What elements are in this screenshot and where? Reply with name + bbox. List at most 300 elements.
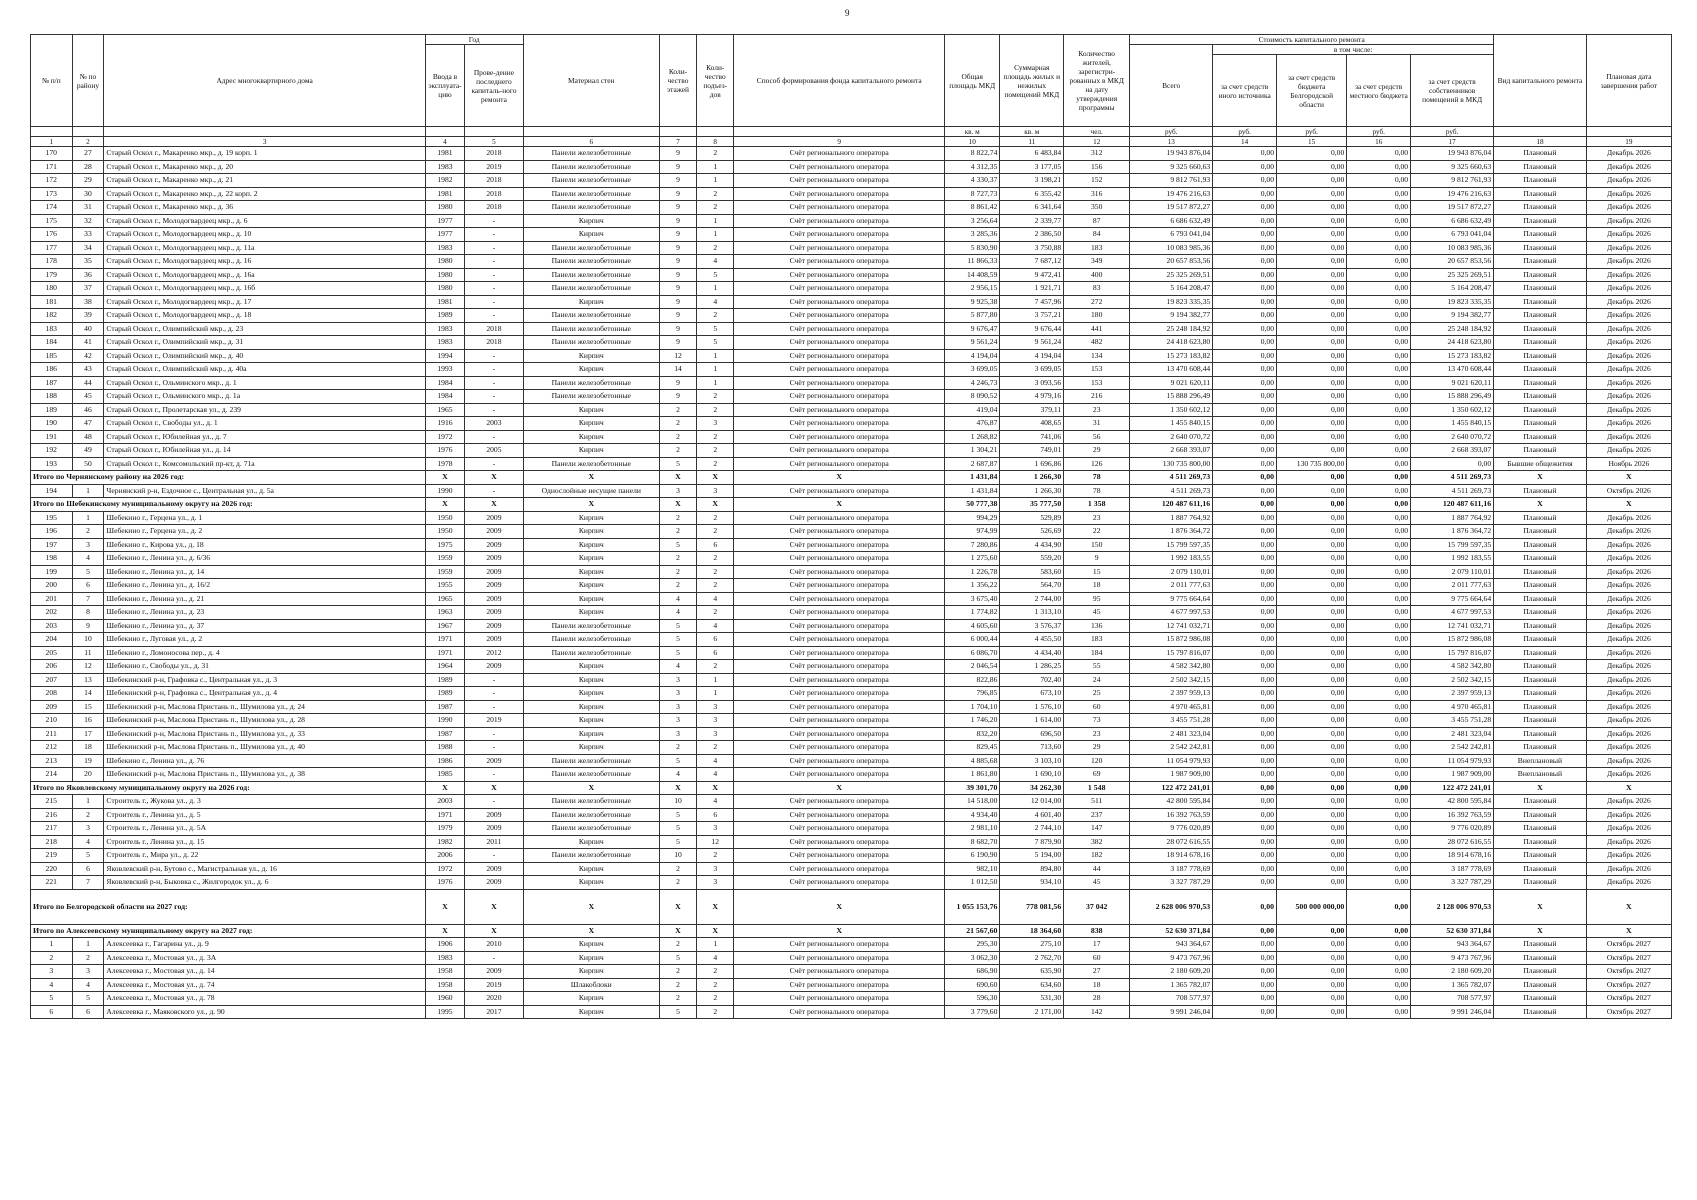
table-cell: Яковлевский р-н, Быковка с., Жилгородок ул., д. 6 [104, 876, 425, 890]
table-cell: 4 979,16 [1000, 390, 1064, 404]
table-cell: 40 [72, 322, 104, 336]
subtotal-cell: 0,00 [1277, 924, 1347, 938]
table-cell: 3 [659, 687, 696, 701]
table-cell: Декабрь 2026 [1586, 430, 1671, 444]
table-cell: Алексеевка г., Мостовая ул., д. 3А [104, 951, 425, 965]
table-cell: Плановый [1494, 174, 1587, 188]
table-cell: Плановый [1494, 430, 1587, 444]
table-cell: 12 741 032,71 [1411, 619, 1494, 633]
table-cell: 11 [72, 646, 104, 660]
table-cell: Кирпич [523, 835, 659, 849]
table-cell: 24 418 623,80 [1130, 336, 1213, 350]
table-cell: 9 [659, 295, 696, 309]
table-cell: 3 699,05 [945, 363, 1000, 377]
table-cell: 0,00 [1213, 660, 1277, 674]
table-cell: 1958 [425, 965, 464, 979]
table-cell: 24 418 623,80 [1411, 336, 1494, 350]
table-row [31, 992, 1672, 1006]
table-cell: 400 [1064, 268, 1130, 282]
table-cell: 14 [72, 687, 104, 701]
table-cell: 0,00 [1213, 201, 1277, 215]
table-cell: 2009 [465, 822, 524, 836]
header-address: Адрес многоквартирного дома [104, 35, 425, 127]
table-cell: 1981 [425, 147, 464, 161]
table-cell: Плановый [1494, 876, 1587, 890]
table-row [31, 849, 1672, 863]
subtotal-label: Итого по Яковлевскому муниципальному округу на 2026 год: [31, 781, 426, 795]
table-cell: 23 [1064, 511, 1130, 525]
subtotal-cell: 2 128 006 970,53 [1411, 889, 1494, 924]
table-cell: 2018 [465, 147, 524, 161]
table-cell: 796,85 [945, 687, 1000, 701]
table-cell: 1 304,21 [945, 444, 1000, 458]
table-cell: 5 [659, 646, 696, 660]
table-cell: 2 502 342,15 [1130, 673, 1213, 687]
table-cell: 6 [31, 1005, 73, 1019]
table-cell: 12 741 032,71 [1130, 619, 1213, 633]
subtotal-cell: 0,00 [1213, 889, 1277, 924]
table-cell: 2 [697, 457, 734, 471]
table-cell: 2 [659, 430, 696, 444]
table-cell: 0,00 [1277, 754, 1347, 768]
table-row [31, 579, 1672, 593]
table-cell: Старый Оскол г., Молодогвардеец мкр., д. 6 [104, 214, 425, 228]
table-cell: 0,00 [1277, 673, 1347, 687]
subtotal-cell: X [697, 924, 734, 938]
table-cell: 0,00 [1213, 565, 1277, 579]
table-cell: Счёт регионального оператора [734, 795, 945, 809]
table-cell: 0,00 [1213, 241, 1277, 255]
table-cell: 1983 [425, 336, 464, 350]
table-cell: 3 [72, 822, 104, 836]
table-cell: 196 [31, 525, 73, 539]
table-cell: 9 676,47 [945, 322, 1000, 336]
table-cell: 2 [697, 430, 734, 444]
header-floors: Коли-чество этажей [659, 35, 696, 127]
table-cell: 596,30 [945, 992, 1000, 1006]
table-cell: Декабрь 2026 [1586, 835, 1671, 849]
table-cell: Счёт регионального оператора [734, 160, 945, 174]
table-cell: 0,00 [1213, 579, 1277, 593]
table-cell: 0,00 [1347, 511, 1411, 525]
table-cell: 2018 [465, 174, 524, 188]
table-cell: Декабрь 2026 [1586, 714, 1671, 728]
table-cell: 237 [1064, 808, 1130, 822]
table-cell: Счёт регионального оператора [734, 808, 945, 822]
table-cell: 1 365 782,07 [1411, 978, 1494, 992]
table-cell: 2009 [465, 606, 524, 620]
table-cell: Октябрь 2027 [1586, 965, 1671, 979]
table-row [31, 295, 1672, 309]
subtotal-cell: 0,00 [1347, 471, 1411, 485]
subtotal-row [31, 498, 1672, 512]
table-cell: Плановый [1494, 727, 1587, 741]
table-cell: 15 797 816,07 [1130, 646, 1213, 660]
table-cell: 1982 [425, 174, 464, 188]
table-cell: Плановый [1494, 201, 1587, 215]
table-row [31, 552, 1672, 566]
subtotal-cell: X [1586, 889, 1671, 924]
table-cell: 8 090,52 [945, 390, 1000, 404]
table-cell: 4 [697, 255, 734, 269]
table-cell: 894,80 [1000, 862, 1064, 876]
table-cell: 2 397 959,13 [1130, 687, 1213, 701]
table-cell: 213 [31, 754, 73, 768]
table-cell: 6 [697, 646, 734, 660]
table-cell: Счёт регионального оператора [734, 768, 945, 782]
table-cell: 0,00 [1277, 309, 1347, 323]
table-cell: 5 [659, 808, 696, 822]
table-cell: Строитель г., Ленина ул., д. 15 [104, 835, 425, 849]
table-cell: 5 [659, 538, 696, 552]
table-cell: 934,10 [1000, 876, 1064, 890]
table-cell: 2 [697, 309, 734, 323]
table-cell: 9 [659, 214, 696, 228]
table-cell: 974,99 [945, 525, 1000, 539]
table-cell: 153 [1064, 376, 1130, 390]
unit-cell [72, 127, 104, 137]
table-cell: 3 [659, 714, 696, 728]
table-cell: 3 [72, 965, 104, 979]
table-cell: Плановый [1494, 295, 1587, 309]
table-cell: 42 800 595,84 [1411, 795, 1494, 809]
table-cell: Внеплановый [1494, 754, 1587, 768]
table-cell: 19 943 876,04 [1130, 147, 1213, 161]
header-n-district: № по району [72, 35, 104, 127]
subtotal-cell: X [659, 924, 696, 938]
table-cell: 0,00 [1347, 646, 1411, 660]
table-cell: 11 866,33 [945, 255, 1000, 269]
table-cell: 0,00 [1347, 322, 1411, 336]
table-cell: 1980 [425, 201, 464, 215]
table-cell: Плановый [1494, 835, 1587, 849]
table-cell: 15 273 183,82 [1130, 349, 1213, 363]
table-cell: 4 [72, 835, 104, 849]
table-cell: Кирпич [523, 700, 659, 714]
table-cell: 25 [1064, 687, 1130, 701]
table-cell: 13 [72, 673, 104, 687]
table-cell: 5 [659, 1005, 696, 1019]
table-cell: Кирпич [523, 938, 659, 952]
table-cell: 1 774,82 [945, 606, 1000, 620]
table-cell: 12 [697, 835, 734, 849]
table-cell: 2 640 070,72 [1130, 430, 1213, 444]
table-cell: 183 [31, 322, 73, 336]
table-cell: 0,00 [1213, 862, 1277, 876]
table-cell: - [465, 700, 524, 714]
table-cell: Шебекино г., Ленина ул., д. 76 [104, 754, 425, 768]
table-cell: 3 [697, 876, 734, 890]
table-cell: - [465, 484, 524, 498]
table-cell: 19 823 335,35 [1130, 295, 1213, 309]
table-cell: 1 876 364,72 [1411, 525, 1494, 539]
table-cell: 9 [659, 147, 696, 161]
table-cell: 0,00 [1213, 965, 1277, 979]
table-cell: 2009 [465, 876, 524, 890]
table-cell: 3 [697, 862, 734, 876]
table-cell: Декабрь 2026 [1586, 633, 1671, 647]
table-cell: 1 861,80 [945, 768, 1000, 782]
table-cell: 0,00 [1213, 174, 1277, 188]
table-cell: Декабрь 2026 [1586, 795, 1671, 809]
subtotal-cell: 0,00 [1277, 471, 1347, 485]
table-cell: 1983 [425, 160, 464, 174]
table-cell: 214 [31, 768, 73, 782]
table-cell: 4 677 997,53 [1411, 606, 1494, 620]
subtotal-cell: X [734, 498, 945, 512]
table-cell: 0,00 [1277, 727, 1347, 741]
table-cell: Кирпич [523, 965, 659, 979]
table-cell: Счёт регионального оператора [734, 754, 945, 768]
table-cell: Старый Оскол г., Ольминского мкр., д. 1а [104, 390, 425, 404]
table-cell: 1 992 183,55 [1411, 552, 1494, 566]
table-cell: 45 [72, 390, 104, 404]
table-cell: Декабрь 2026 [1586, 565, 1671, 579]
table-cell: 0,00 [1213, 951, 1277, 965]
subtotal-cell: X [1586, 781, 1671, 795]
unit-cell: руб. [1213, 127, 1277, 137]
table-cell: 42 [72, 349, 104, 363]
unit-cell [425, 127, 464, 137]
table-cell: 1959 [425, 552, 464, 566]
table-cell: 350 [1064, 201, 1130, 215]
table-cell: 1 268,82 [945, 430, 1000, 444]
table-cell: 0,00 [1277, 255, 1347, 269]
table-cell: 3 455 751,28 [1411, 714, 1494, 728]
table-cell: 0,00 [1277, 606, 1347, 620]
table-cell: 0,00 [1213, 336, 1277, 350]
table-cell: 4 [659, 768, 696, 782]
table-cell: 9 [659, 268, 696, 282]
table-cell: 9 775 664,64 [1130, 592, 1213, 606]
table-cell: Кирпич [523, 417, 659, 431]
table-cell: Плановый [1494, 862, 1587, 876]
table-cell: 0,00 [1213, 822, 1277, 836]
table-cell: 9 [659, 160, 696, 174]
subtotal-cell: X [523, 924, 659, 938]
table-cell: Декабрь 2026 [1586, 849, 1671, 863]
table-cell: Плановый [1494, 592, 1587, 606]
table-cell: Декабрь 2026 [1586, 255, 1671, 269]
table-row [31, 525, 1672, 539]
table-cell: 200 [31, 579, 73, 593]
table-cell: 4 601,40 [1000, 808, 1064, 822]
table-cell: 1950 [425, 525, 464, 539]
table-cell: Плановый [1494, 525, 1587, 539]
table-cell: 197 [31, 538, 73, 552]
table-cell: 0,00 [1277, 511, 1347, 525]
table-cell: 0,00 [1347, 241, 1411, 255]
table-cell: 202 [31, 606, 73, 620]
table-cell: Декабрь 2026 [1586, 147, 1671, 161]
table-cell: Декабрь 2026 [1586, 876, 1671, 890]
table-cell: 1983 [425, 241, 464, 255]
table-cell: 130 735 800,00 [1277, 457, 1347, 471]
table-cell: 10 [72, 633, 104, 647]
table-cell: 0,00 [1213, 457, 1277, 471]
table-row [31, 201, 1672, 215]
header-planned-date: Плановая дата завершения работ [1586, 35, 1671, 127]
table-row [31, 430, 1672, 444]
table-cell: 205 [31, 646, 73, 660]
subtotal-cell: 39 301,70 [945, 781, 1000, 795]
table-cell: 0,00 [1277, 241, 1347, 255]
table-cell: 0,00 [1213, 376, 1277, 390]
subtotal-cell: 838 [1064, 924, 1130, 938]
table-cell: Панели железобетонные [523, 619, 659, 633]
subtotal-cell: 35 777,50 [1000, 498, 1064, 512]
table-cell: 0,00 [1277, 187, 1347, 201]
table-cell: 0,00 [1277, 795, 1347, 809]
table-cell: 1950 [425, 511, 464, 525]
table-cell: - [465, 255, 524, 269]
table-cell: 3 256,64 [945, 214, 1000, 228]
table-cell: Шебекино г., Ленина ул., д. 37 [104, 619, 425, 633]
table-cell: Кирпич [523, 295, 659, 309]
table-cell: 349 [1064, 255, 1130, 269]
table-cell: 2 668 393,07 [1411, 444, 1494, 458]
table-cell: 2 [659, 965, 696, 979]
table-cell: 17 [72, 727, 104, 741]
table-cell: 3 [697, 727, 734, 741]
table-cell: Плановый [1494, 484, 1587, 498]
subtotal-cell: X [659, 498, 696, 512]
table-cell: 10 [659, 795, 696, 809]
subtotal-cell: X [465, 498, 524, 512]
table-cell: 3 [697, 700, 734, 714]
table-cell: 4 [659, 592, 696, 606]
table-row [31, 322, 1672, 336]
table-cell: 2003 [465, 417, 524, 431]
subtotal-cell: X [425, 924, 464, 938]
subtotal-cell: 778 081,56 [1000, 889, 1064, 924]
table-cell: 0,00 [1277, 965, 1347, 979]
subtotal-cell: 78 [1064, 471, 1130, 485]
table-cell: 6 [72, 579, 104, 593]
table-cell: 829,45 [945, 741, 1000, 755]
table-cell: 14 518,00 [945, 795, 1000, 809]
table-row [31, 795, 1672, 809]
table-cell: 0,00 [1277, 390, 1347, 404]
table-cell: 0,00 [1347, 160, 1411, 174]
table-cell: Старый Оскол г., Пролетарская ул., д. 239 [104, 403, 425, 417]
table-cell: 0,00 [1213, 1005, 1277, 1019]
unit-cell [734, 127, 945, 137]
table-cell: 2 502 342,15 [1411, 673, 1494, 687]
table-cell: 1971 [425, 633, 464, 647]
table-cell: 0,00 [1213, 795, 1277, 809]
table-cell: Плановый [1494, 187, 1587, 201]
table-cell: Панели железобетонные [523, 822, 659, 836]
subtotal-cell: 52 630 371,84 [1130, 924, 1213, 938]
table-cell: 1 876 364,72 [1130, 525, 1213, 539]
table-cell: 482 [1064, 336, 1130, 350]
subtotal-cell: X [1494, 924, 1587, 938]
table-cell: 441 [1064, 322, 1130, 336]
table-row [31, 633, 1672, 647]
table-cell: Октябрь 2027 [1586, 938, 1671, 952]
header-cost-total: Всего [1130, 45, 1213, 127]
table-cell: 0,00 [1277, 174, 1347, 188]
table-cell: 25 248 184,92 [1130, 322, 1213, 336]
table-cell: Бывшие общежития [1494, 457, 1587, 471]
table-cell: 531,30 [1000, 992, 1064, 1006]
table-cell: 0,00 [1213, 538, 1277, 552]
table-cell: 25 325 269,51 [1411, 268, 1494, 282]
table-cell: 175 [31, 214, 73, 228]
table-cell: 188 [31, 390, 73, 404]
table-cell: Однослойные несущие панели [523, 484, 659, 498]
table-cell: 0,00 [1213, 849, 1277, 863]
table-cell: 3 [697, 484, 734, 498]
table-cell: Декабрь 2026 [1586, 673, 1671, 687]
table-cell: Декабрь 2026 [1586, 727, 1671, 741]
table-cell: 0,00 [1277, 700, 1347, 714]
table-cell: 2 [659, 444, 696, 458]
table-cell: 179 [31, 268, 73, 282]
subtotal-cell: X [697, 889, 734, 924]
table-cell: 9 473 767,96 [1130, 951, 1213, 965]
table-cell: 28 072 616,55 [1411, 835, 1494, 849]
table-cell: 1 746,20 [945, 714, 1000, 728]
table-cell: 2009 [465, 808, 524, 822]
unit-cell: кв. м [1000, 127, 1064, 137]
table-cell: 1 704,10 [945, 700, 1000, 714]
table-cell: Плановый [1494, 376, 1587, 390]
table-cell: 12 014,00 [1000, 795, 1064, 809]
table-cell: 16 [72, 714, 104, 728]
table-cell: 184 [1064, 646, 1130, 660]
subtotal-row [31, 924, 1672, 938]
table-cell: Плановый [1494, 390, 1587, 404]
table-cell: 6 793 041,04 [1130, 228, 1213, 242]
table-cell: 215 [31, 795, 73, 809]
table-cell: 1985 [425, 768, 464, 782]
table-cell: 2009 [465, 579, 524, 593]
table-cell: 15 872 986,08 [1130, 633, 1213, 647]
table-cell: 60 [1064, 700, 1130, 714]
table-cell: Декабрь 2026 [1586, 295, 1671, 309]
table-cell: 9 [659, 322, 696, 336]
table-cell: 45 [1064, 876, 1130, 890]
table-row [31, 376, 1672, 390]
table-cell: 0,00 [1277, 363, 1347, 377]
table-cell: - [465, 390, 524, 404]
table-cell: 29 [72, 174, 104, 188]
table-cell: 0,00 [1277, 714, 1347, 728]
table-cell: 0,00 [1277, 201, 1347, 215]
unit-cell [104, 127, 425, 137]
subtotal-cell: X [425, 889, 464, 924]
table-cell: 7 879,90 [1000, 835, 1064, 849]
table-cell: Плановый [1494, 268, 1587, 282]
column-numbers-row [31, 137, 1672, 147]
table-cell: 0,00 [1277, 336, 1347, 350]
table-cell: 218 [31, 835, 73, 849]
subtotal-cell: 0,00 [1277, 498, 1347, 512]
table-cell: Ноябрь 2026 [1586, 457, 1671, 471]
table-cell: - [465, 241, 524, 255]
table-cell: - [465, 741, 524, 755]
table-cell: 0,00 [1213, 835, 1277, 849]
table-cell: Старый Оскол г., Молодогвардеец мкр., д. 16 [104, 255, 425, 269]
table-row [31, 822, 1672, 836]
table-cell: Счёт регионального оператора [734, 174, 945, 188]
table-cell: 1977 [425, 228, 464, 242]
table-cell: 0,00 [1213, 700, 1277, 714]
table-cell: 0,00 [1347, 768, 1411, 782]
table-cell: Плановый [1494, 822, 1587, 836]
